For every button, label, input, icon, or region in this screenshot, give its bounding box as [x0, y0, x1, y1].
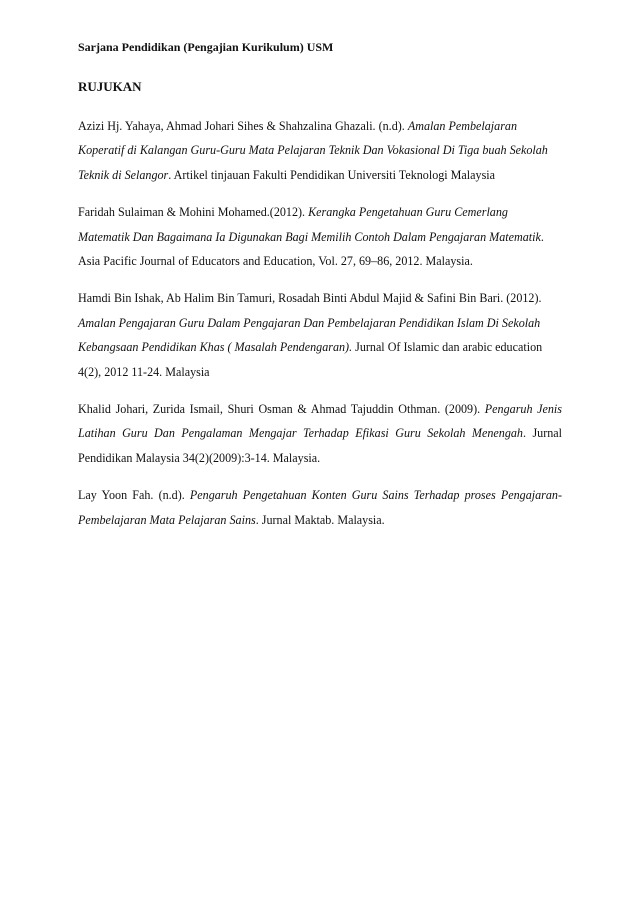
- reference-source: . Asia Pacific Journal of Educators and Education, Vol. 27, 69–86, 2012. Malaysia.: [78, 229, 544, 269]
- reference-source: . Jurnal Maktab. Malaysia.: [255, 512, 385, 527]
- reference-title: Pengaruh Pengetahuan Konten Guru Sains Terhadap proses Pengajaran-Pembelajaran Mata Pelajaran Sains: [78, 488, 562, 527]
- reference-title: Kerangka Pengetahuan Guru Cemerlang Matematik Dan Bagaimana Ia Digunakan Bagi Memilih Contoh Dalam Pengajaran Matematik: [78, 205, 541, 244]
- reference-source: Jurnal Of Islamic dan arabic education 4(2), 2012 11-24. Malaysia: [78, 340, 543, 379]
- reference-authors: Lay Yoon Fah. (n.d).: [78, 488, 190, 503]
- reference-entry: [78, 397, 562, 470]
- section-heading: RUJUKAN: [78, 79, 142, 94]
- reference-entry: [78, 483, 562, 532]
- reference-authors: Faridah Sulaiman & Mohini Mohamed.(2012).: [78, 205, 309, 220]
- reference-list: [78, 114, 562, 532]
- page-header: Sarjana Pendidikan (Pengajian Kurikulum) USM: [78, 40, 334, 54]
- reference-title: Pengaruh Jenis Latihan Guru Dan Pengalaman Mengajar Terhadap Efikasi Guru Sekolah Menengah: [78, 402, 562, 441]
- reference-authors: Hamdi Bin Ishak, Ab Halim Bin Tamuri, Rosadah Binti Abdul Majid & Safini Bin Bari. (2012).: [78, 291, 545, 306]
- reference-title: Amalan Pembelajaran Koperatif di Kalangan Guru-Guru Mata Pelajaran Teknik Dan Vokasional Di Tiga buah Sekolah Teknik di Selangor: [78, 119, 548, 182]
- reference-title: Amalan Pengajaran Guru Dalam Pengajaran Dan Pembelajaran Pendidikan Islam Di Sekolah Kebangsaan Pendidikan Khas ( Masalah Pendengaran).: [78, 315, 541, 355]
- reference-entry: [78, 200, 562, 273]
- reference-authors: Khalid Johari, Zurida Ismail, Shuri Osman & Ahmad Tajuddin Othman. (2009).: [78, 402, 485, 417]
- reference-entry: [78, 286, 562, 384]
- document-page: [78, 38, 562, 545]
- reference-authors: Azizi Hj. Yahaya, Ahmad Johari Sihes & Shahzalina Ghazali. (n.d).: [78, 119, 408, 133]
- reference-entry: [78, 114, 562, 187]
- reference-source: . Artikel tinjauan Fakulti Pendidikan Universiti Teknologi Malaysia: [168, 167, 496, 182]
- reference-source: . Jurnal Pendidikan Malaysia 34(2)(2009):3-14. Malaysia.: [78, 426, 563, 465]
